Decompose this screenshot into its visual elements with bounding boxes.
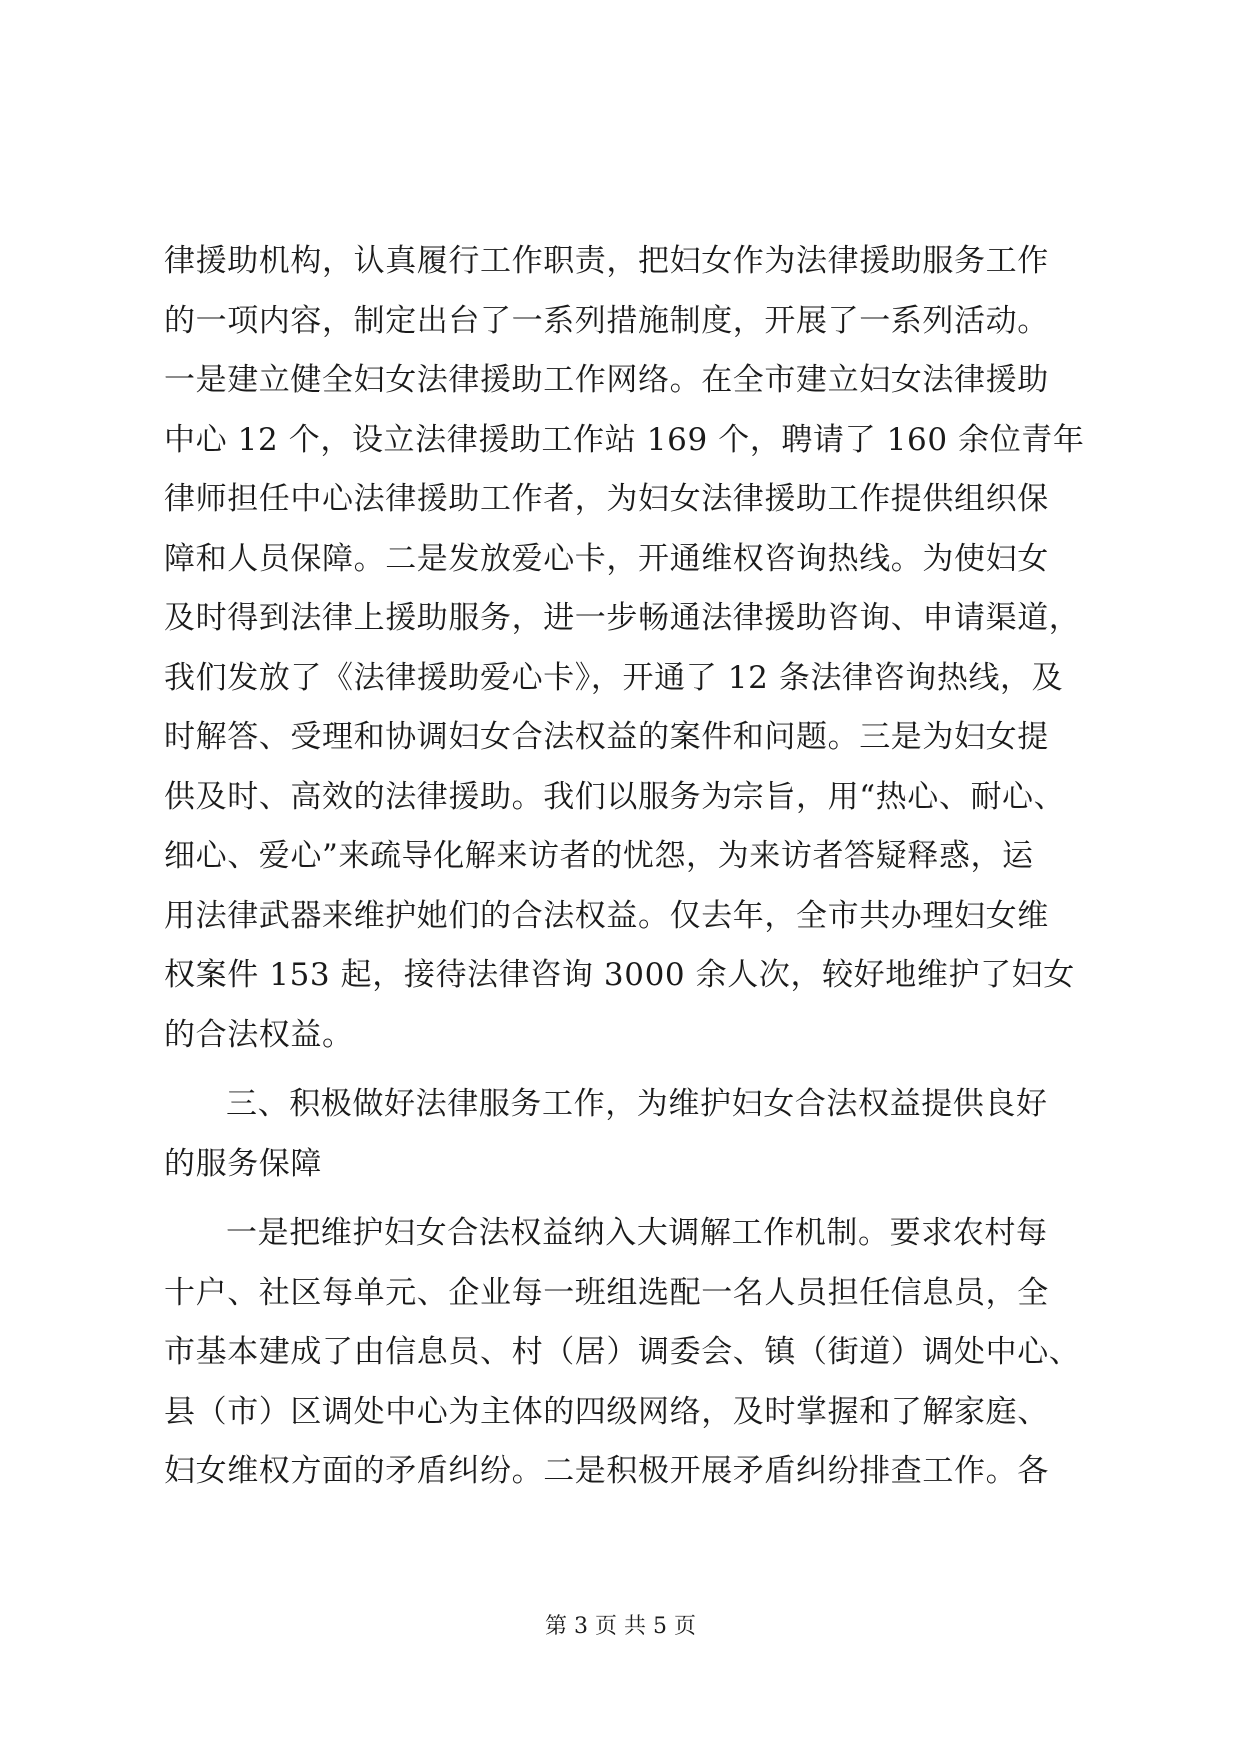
section-heading-legal-services — [164, 1075, 1084, 1194]
document-body — [164, 232, 1084, 1502]
paragraph-mediation-mechanism — [164, 1204, 1084, 1502]
text-line: 时解答、受理和协调妇女合法权益的案件和问题。三是为妇女提 — [164, 719, 1049, 755]
text-line: 障和人员保障。二是发放爱心卡，开通维权咨询热线。为使妇女 — [164, 540, 1049, 577]
section-spacer — [164, 1194, 1084, 1204]
text-line: 律援助机构，认真履行工作职责，把妇女作为法律援助服务工作 — [164, 243, 1049, 279]
section-spacer — [164, 1065, 1084, 1075]
heading-line: 三、积极做好法律服务工作，为维护妇女合法权益提供良好 — [226, 1086, 1048, 1122]
heading-line: 的服务保障 — [164, 1145, 322, 1182]
text-line: 供及时、高效的法律援助。我们以服务为宗旨，用“热心、耐心、 — [164, 778, 1066, 815]
text-line: 律师担任中心法律援助工作者，为妇女法律援助工作提供组织保 — [164, 481, 1049, 517]
text-line: 用法律武器来维护她们的合法权益。仅去年，全市共办理妇女维 — [164, 897, 1049, 934]
text-line: 一是把维护妇女合法权益纳入大调解工作机制。要求农村每 — [226, 1215, 1048, 1251]
text-line: 权案件 153 起，接待法律咨询 3000 余人次，较好地维护了妇女 — [164, 957, 1075, 993]
text-line: 市基本建成了由信息员、村（居）调委会、镇（街道）调处中心、 — [164, 1334, 1081, 1370]
text-line: 细心、爱心”来疏导化解来访者的忧怨，为来访者答疑释惑，运 — [164, 838, 1034, 874]
text-line: 及时得到法律上援助服务，进一步畅通法律援助咨询、申请渠道， — [164, 600, 1081, 636]
text-line: 的一项内容，制定出台了一系列措施制度，开展了一系列活动。 — [164, 302, 1049, 339]
paragraph-legal-aid-network — [164, 232, 1084, 1065]
text-line: 妇女维权方面的矛盾纠纷。二是积极开展矛盾纠纷排查工作。各 — [164, 1453, 1049, 1489]
text-line: 十户、社区每单元、企业每一班组选配一名人员担任信息员，全 — [164, 1274, 1049, 1311]
text-line: 中心 12 个，设立法律援助工作站 169 个，聘请了 160 余位青年 — [164, 421, 1085, 458]
text-line: 我们发放了《法律援助爱心卡》，开通了 12 条法律咨询热线，及 — [164, 659, 1064, 696]
text-line: 一是建立健全妇女法律援助工作网络。在全市建立妇女法律援助 — [164, 362, 1049, 398]
page-number-footer: 第 3 页 共 5 页 — [545, 1614, 696, 1639]
text-line: 县（市）区调处中心为主体的四级网络，及时掌握和了解家庭、 — [164, 1393, 1049, 1430]
text-line: 的合法权益。 — [164, 1016, 354, 1053]
